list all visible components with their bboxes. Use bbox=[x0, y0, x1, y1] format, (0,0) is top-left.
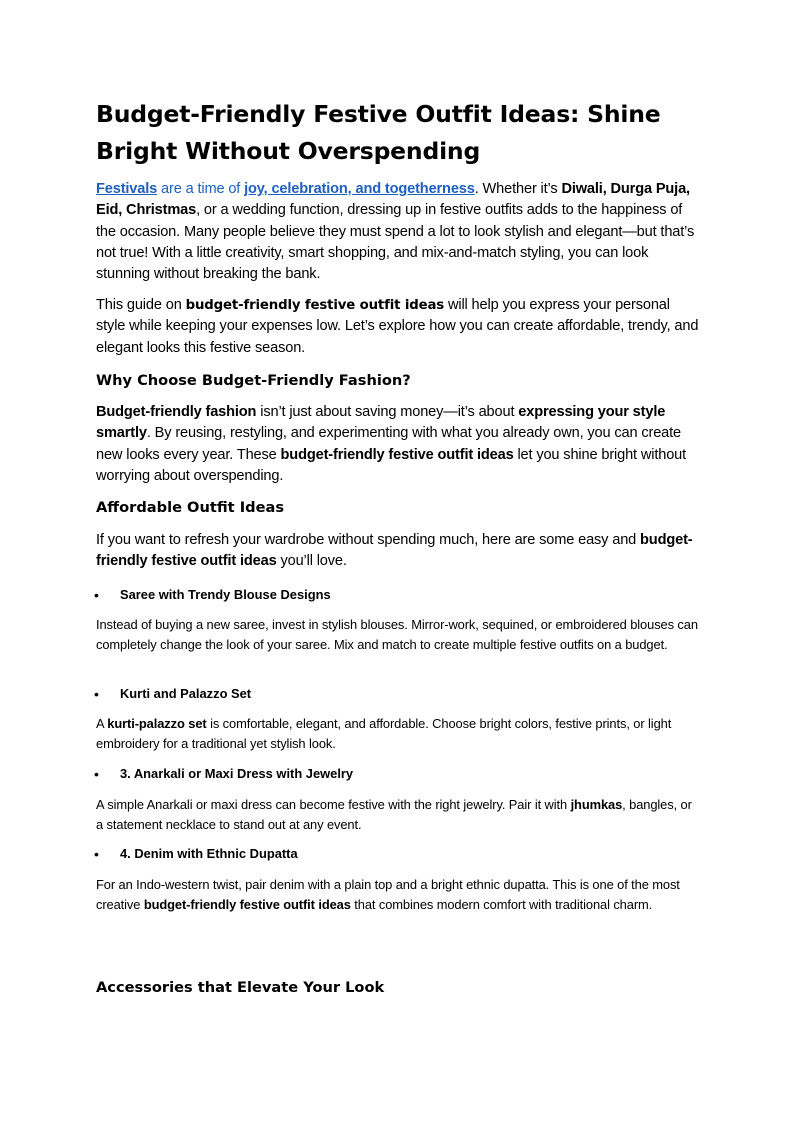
guide-paragraph bbox=[96, 295, 702, 359]
affordable-text-b: you’ll love. bbox=[276, 553, 347, 570]
bullet-icon: • bbox=[94, 846, 99, 862]
item-desc-text: that combines modern comfort with traditional charm. bbox=[350, 896, 653, 912]
item-description bbox=[96, 714, 702, 753]
guide-text-rest: will help you express your personal style while keeping your expenses low. Let’s explore how you can create affordable, trendy, and elegant looks this festive season. bbox=[96, 297, 699, 356]
intro-text-rest: , or a wedding function, dressing up in festive outfits adds to the happiness of the occasion. Many people believe they must spend a lot to look stylish and elegant—but that’s not true! With a little creativity, smart shopping, and mix-and-match styling, you can look stunning without breaking the bank. bbox=[96, 202, 695, 283]
item-title: Saree with Trendy Blouse Designs bbox=[120, 587, 331, 602]
item-title: 4. Denim with Ethnic Dupatta bbox=[120, 846, 298, 861]
item-description bbox=[96, 875, 702, 914]
why-bold-c: budget-friendly festive outfit ideas bbox=[280, 446, 514, 463]
guide-text: This guide on bbox=[96, 297, 186, 313]
item-description: Instead of buying a new saree, invest in stylish blouses. Mirror-work, sequined, or embroidered blouses can completely change the look of your saree. Mix and match to create multiple festive outfits on a budget. bbox=[96, 617, 698, 652]
affordable-text-a: If you want to refresh your wardrobe without spending much, here are some easy and bbox=[96, 532, 641, 548]
bullet-icon: • bbox=[94, 686, 99, 702]
item-desc-text: A bbox=[96, 716, 108, 731]
why-bold-b: expressing your style smartly bbox=[96, 404, 666, 442]
item-description bbox=[96, 795, 702, 834]
bullet-icon: • bbox=[94, 766, 99, 782]
item-desc-text: is comfortable, elegant, and affordable. Choose bright colors, festive prints, or light embroidery for a traditional yet stylish look. bbox=[96, 716, 672, 751]
why-text-a: isn’t just about saving money—it’s about bbox=[256, 404, 519, 420]
list-item bbox=[94, 845, 298, 863]
intro-paragraph bbox=[96, 179, 702, 285]
list-item bbox=[94, 765, 354, 783]
list-item bbox=[94, 586, 331, 604]
item-desc-bold: jhumkas bbox=[570, 797, 623, 812]
item-desc-text: A simple Anarkali or maxi dress can become festive with the right jewelry. Pair it with bbox=[96, 797, 571, 812]
intro-link-text: are a time of bbox=[157, 181, 245, 197]
item-desc-bold: budget-friendly festive outfit ideas bbox=[143, 896, 351, 912]
bullet-icon: • bbox=[94, 587, 99, 603]
page-title: Budget-Friendly Festive Outfit Ideas: Shine Bright Without Overspending bbox=[96, 100, 661, 165]
why-paragraph bbox=[96, 402, 702, 487]
festivals-link[interactable]: Festivals bbox=[96, 181, 158, 197]
affordable-paragraph bbox=[96, 530, 702, 573]
item-desc-bold: kurti-palazzo set bbox=[107, 716, 207, 731]
item-title: Kurti and Palazzo Set bbox=[120, 686, 252, 701]
affordable-bold: budget-friendly festive outfit ideas bbox=[96, 532, 693, 570]
why-text-c: let you shine bright without worrying about overspending. bbox=[96, 446, 687, 484]
list-item bbox=[94, 685, 252, 703]
why-heading: Why Choose Budget-Friendly Fashion? bbox=[96, 372, 411, 389]
intro-text: . Whether it’s bbox=[474, 181, 562, 197]
festival-names: Diwali, Durga Puja, Eid, Christmas bbox=[96, 181, 690, 219]
item-desc-text: , bangles, or a statement necklace to stand out at any event. bbox=[96, 797, 692, 832]
guide-bold: budget-friendly festive outfit ideas bbox=[185, 298, 445, 313]
item-title: 3. Anarkali or Maxi Dress with Jewelry bbox=[120, 766, 354, 781]
why-text-b: . By reusing, restyling, and experimenting with what you already own, you can create new looks every year. These bbox=[96, 425, 682, 463]
joy-link[interactable]: joy, celebration, and togetherness bbox=[244, 181, 475, 197]
why-bold-a: Budget-friendly fashion bbox=[96, 404, 257, 420]
item-desc-text: For an Indo-western twist, pair denim with a plain top and a bright ethnic dupatta. This is one of the most creative bbox=[96, 877, 680, 912]
affordable-heading: Affordable Outfit Ideas bbox=[96, 499, 285, 516]
accessories-heading: Accessories that Elevate Your Look bbox=[96, 979, 385, 996]
